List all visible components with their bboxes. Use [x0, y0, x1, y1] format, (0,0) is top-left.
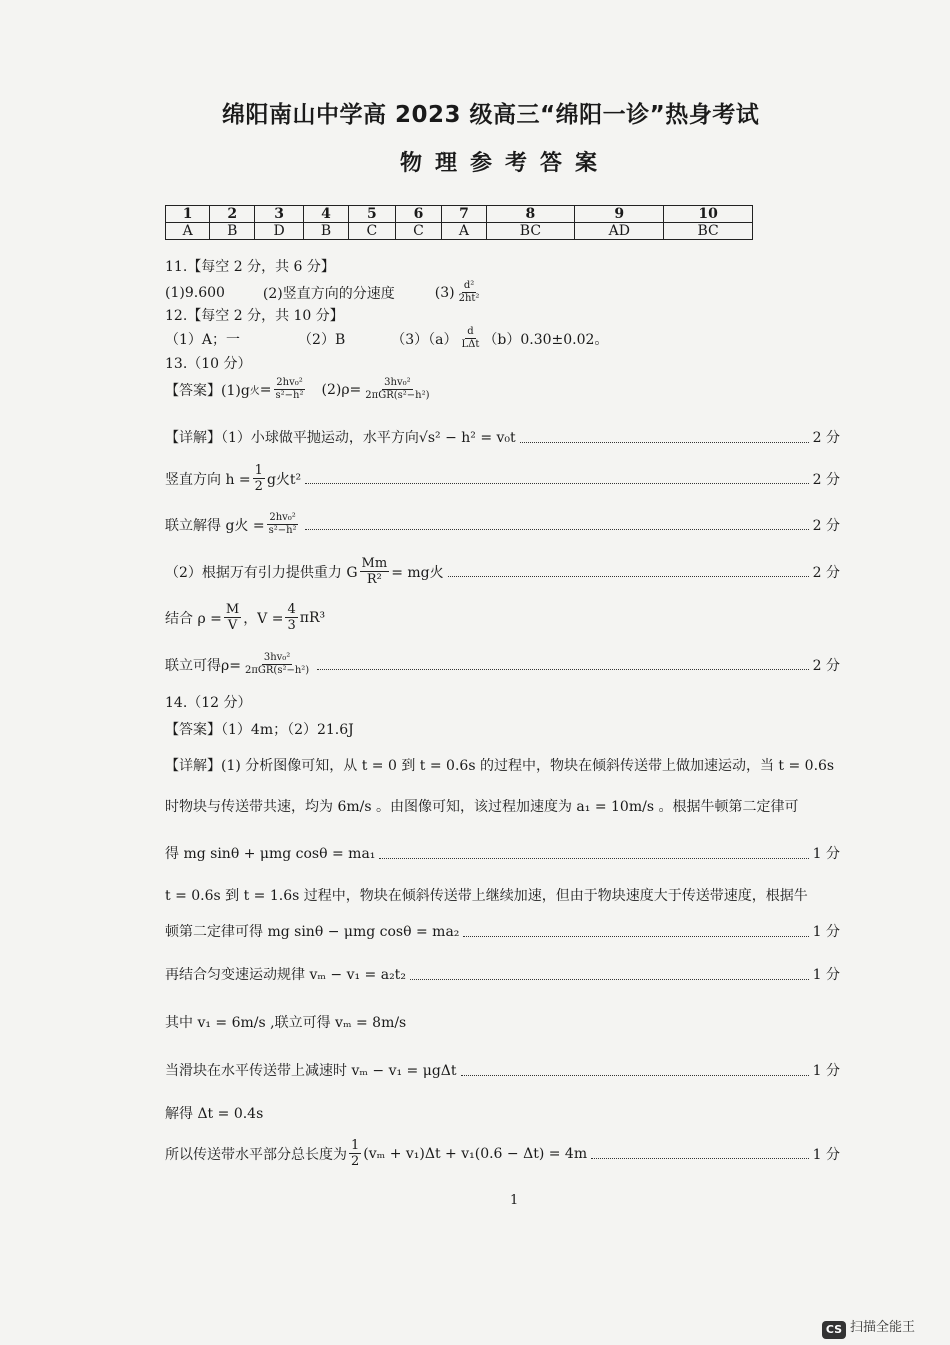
fraction-denominator: 2ht²: [458, 293, 480, 304]
q13-answer-2-prefix: (2)ρ=: [321, 381, 362, 398]
dotted-leader: [520, 432, 809, 443]
score-label: 2 分: [812, 430, 840, 446]
q14-detail-4: t = 0.6s 到 t = 1.6s 过程中，物块在倾斜传送带上继续加速，但由于物块速度大于传送带速度，根据牛: [165, 888, 808, 904]
fraction-denominator: 2: [351, 1154, 360, 1169]
dotted-leader: [379, 848, 808, 859]
q14-detail-8-text: 当滑块在水平传送带上减速时 vₘ − v₁ = μgΔt: [165, 1063, 457, 1079]
q13-detail-3: [165, 512, 840, 537]
question-number-cell: 10: [664, 206, 753, 223]
fraction-numerator: 3hv₀²: [263, 652, 291, 663]
q14-detail-9: 解得 Δt = 0.4s: [165, 1106, 264, 1122]
q14-detail-6-text: 再结合匀变速运动规律 vₘ − v₁ = a₂t₂: [165, 967, 406, 983]
fraction-numerator: 3hv₀²: [384, 377, 411, 388]
score-label: 2 分: [812, 564, 840, 581]
answer-cell: C: [395, 223, 442, 240]
q14-answer: 【答案】（1）4m；（2）21.6J: [165, 722, 354, 738]
q14-detail-5: [165, 921, 840, 941]
question-number-cell: 5: [348, 206, 395, 223]
q13-answer-2-fraction: [363, 377, 431, 402]
question-number-cell: 2: [210, 206, 255, 223]
fraction-denominator: s²−h²: [275, 390, 304, 401]
dotted-leader: [463, 926, 808, 937]
q13-answer-eq: =: [259, 381, 272, 398]
dotted-leader: [305, 519, 809, 530]
dotted-leader: [317, 659, 808, 670]
fraction-numerator: 4: [287, 602, 296, 617]
q14-detail-3-text: 得 mg sinθ + μmg cosθ = ma₁: [165, 846, 376, 862]
q14-detail-7: 其中 v₁ = 6m/s ,联立可得 vₘ = 8m/s: [165, 1015, 407, 1031]
answer-cell: A: [442, 223, 486, 240]
q13-answer-1-fraction: [274, 377, 306, 402]
answer-cell: AD: [575, 223, 664, 240]
answer-table-numbers-row: [166, 206, 753, 223]
score-label: 2 分: [812, 657, 840, 674]
scanner-logo-icon: CS: [822, 1321, 846, 1339]
fraction-numerator: 2hv₀²: [269, 512, 296, 523]
answer-cell: D: [255, 223, 304, 240]
volume-fraction: [285, 602, 297, 633]
score-label: 2 分: [812, 517, 840, 534]
page-subtitle: 物理参考答案: [400, 151, 611, 176]
score-label: 1 分: [812, 924, 840, 940]
q13-detail-1-text: 【详解】（1）小球做平抛运动，水平方向√s² − h² = v₀t: [165, 430, 516, 446]
q13-detail-6: [165, 652, 840, 677]
dotted-leader: [305, 473, 809, 484]
fraction-denominator: R²: [366, 572, 382, 587]
q11-heading: 11.【每空 2 分，共 6 分】: [165, 259, 335, 275]
fraction-denominator: 3: [287, 618, 296, 633]
answer-cell: A: [166, 223, 210, 240]
q14-detail-1: 【详解】(1) 分析图像可知，从 t = 0 到 t = 0.6s 的过程中，物块在倾斜传送带上做加速运动，当 t = 0.6s: [165, 758, 835, 774]
fraction-denominator: V: [227, 618, 238, 633]
question-number-cell: 6: [395, 206, 442, 223]
q13-detail-6-fraction: [243, 652, 311, 677]
answer-cell: B: [304, 223, 349, 240]
q14-detail-2: 时物块与传送带共速，均为 6m/s 。由图像可知，该过程加速度为 a₁ = 10m/s 。根据牛顿第二定律可: [165, 799, 799, 815]
answer-cell: C: [348, 223, 395, 240]
fraction-denominator: 2πGR(s²−h²): [365, 390, 430, 401]
answer-table: [165, 205, 753, 240]
q13-detail-3-prefix: 联立解得 g火 =: [165, 517, 265, 534]
fraction-numerator: d: [467, 326, 474, 337]
answer-table-answers-row: [166, 223, 753, 240]
q14-detail-10-prefix: 所以传送带水平部分总长度为: [165, 1146, 347, 1163]
q14-detail-5-text: 顿第二定律可得 mg sinθ − μmg cosθ = ma₂: [165, 924, 460, 940]
q14-detail-10: [165, 1138, 840, 1169]
q13-answer: [165, 377, 434, 402]
q13-detail-5-mid: ，V =: [243, 610, 284, 627]
fraction-denominator: 2πGR(s²−h²): [244, 665, 310, 676]
q13-detail-4: [165, 556, 840, 587]
fraction-numerator: Mm: [361, 556, 388, 571]
score-label: 1 分: [812, 1146, 840, 1163]
page-number: 1: [510, 1193, 519, 1208]
q11-answer-2: (2)竖直方向的分速度: [262, 285, 395, 302]
q13-detail-2: [165, 463, 840, 494]
one-half-fraction: [253, 463, 265, 494]
q12-answer-2: （2）B: [298, 331, 346, 348]
q11-answer-1: (1)9.600: [165, 284, 225, 301]
scanner-watermark: [820, 1317, 950, 1345]
fraction-numerator: 2hv₀²: [276, 377, 303, 388]
fraction-numerator: 1: [254, 463, 263, 478]
fraction-denominator: LΔt: [461, 339, 480, 350]
q13-detail-1: [165, 427, 840, 447]
q12-answer-1: （1）A；一: [165, 331, 241, 348]
q13-answer-sub: 火: [249, 386, 260, 397]
fraction-numerator: M: [225, 602, 240, 617]
q12-heading: 12.【每空 2 分，共 10 分】: [165, 308, 344, 324]
q13-detail-5: [165, 602, 325, 633]
q11-answer-3-prefix: (3): [434, 284, 455, 301]
score-label: 2 分: [812, 471, 840, 488]
q13-detail-2-prefix: 竖直方向 h =: [165, 471, 251, 488]
answer-cell: BC: [486, 223, 575, 240]
question-number-cell: 8: [486, 206, 575, 223]
scanner-watermark-text: 扫描全能王: [850, 1320, 916, 1335]
q12-answer-3-suffix: （b）0.30±0.02。: [483, 331, 609, 348]
question-number-cell: 1: [166, 206, 210, 223]
q14-detail-3: [165, 843, 840, 863]
q13-detail-3-fraction: [267, 512, 299, 537]
fraction-numerator: d²: [463, 280, 475, 291]
score-label: 1 分: [812, 967, 840, 983]
q13-heading: 13.（10 分）: [165, 356, 252, 372]
q13-detail-2-suffix: g火t²: [266, 471, 302, 488]
q14-heading: 14.（12 分）: [165, 695, 252, 711]
fraction-denominator: 2: [254, 479, 263, 494]
q12-answer-3-prefix: （3）（a）: [391, 331, 458, 348]
dotted-leader: [410, 969, 809, 980]
gravity-fraction: [360, 556, 390, 587]
dotted-leader: [461, 1065, 809, 1076]
q14-detail-10-suffix: (vₘ + v₁)Δt + v₁(0.6 − Δt) = 4m: [363, 1145, 588, 1162]
q13-detail-4-suffix: = mg火: [391, 564, 444, 581]
q13-detail-5-suffix: πR³: [299, 609, 326, 626]
answer-cell: BC: [664, 223, 753, 240]
score-label: 1 分: [812, 846, 840, 862]
question-number-cell: 3: [255, 206, 304, 223]
q14-detail-8: [165, 1060, 840, 1080]
q11-answers: [165, 280, 483, 305]
q14-detail-6: [165, 964, 840, 984]
question-number-cell: 4: [304, 206, 349, 223]
fraction-numerator: 1: [351, 1138, 360, 1153]
answer-cell: B: [210, 223, 255, 240]
score-label: 1 分: [812, 1063, 840, 1079]
question-number-cell: 9: [575, 206, 664, 223]
fraction-denominator: s²−h²: [268, 525, 297, 536]
density-fraction: [224, 602, 241, 633]
one-half-fraction: [349, 1138, 361, 1169]
q13-answer-label: 【答案】(1)g: [165, 382, 250, 399]
q11-answer-3-fraction: [457, 280, 482, 305]
q13-detail-4-prefix: （2）根据万有引力提供重力 G: [165, 564, 358, 581]
q13-detail-5-prefix: 结合 ρ =: [165, 610, 222, 627]
page-title: 绵阳南山中学高 2023 级高三“绵阳一诊”热身考试: [222, 102, 760, 128]
q12-answer-3-fraction: [460, 326, 482, 351]
q13-detail-6-prefix: 联立可得ρ=: [165, 657, 241, 674]
dotted-leader: [448, 566, 809, 577]
q12-answers: [165, 326, 608, 351]
dotted-leader: [591, 1148, 809, 1159]
question-number-cell: 7: [442, 206, 486, 223]
